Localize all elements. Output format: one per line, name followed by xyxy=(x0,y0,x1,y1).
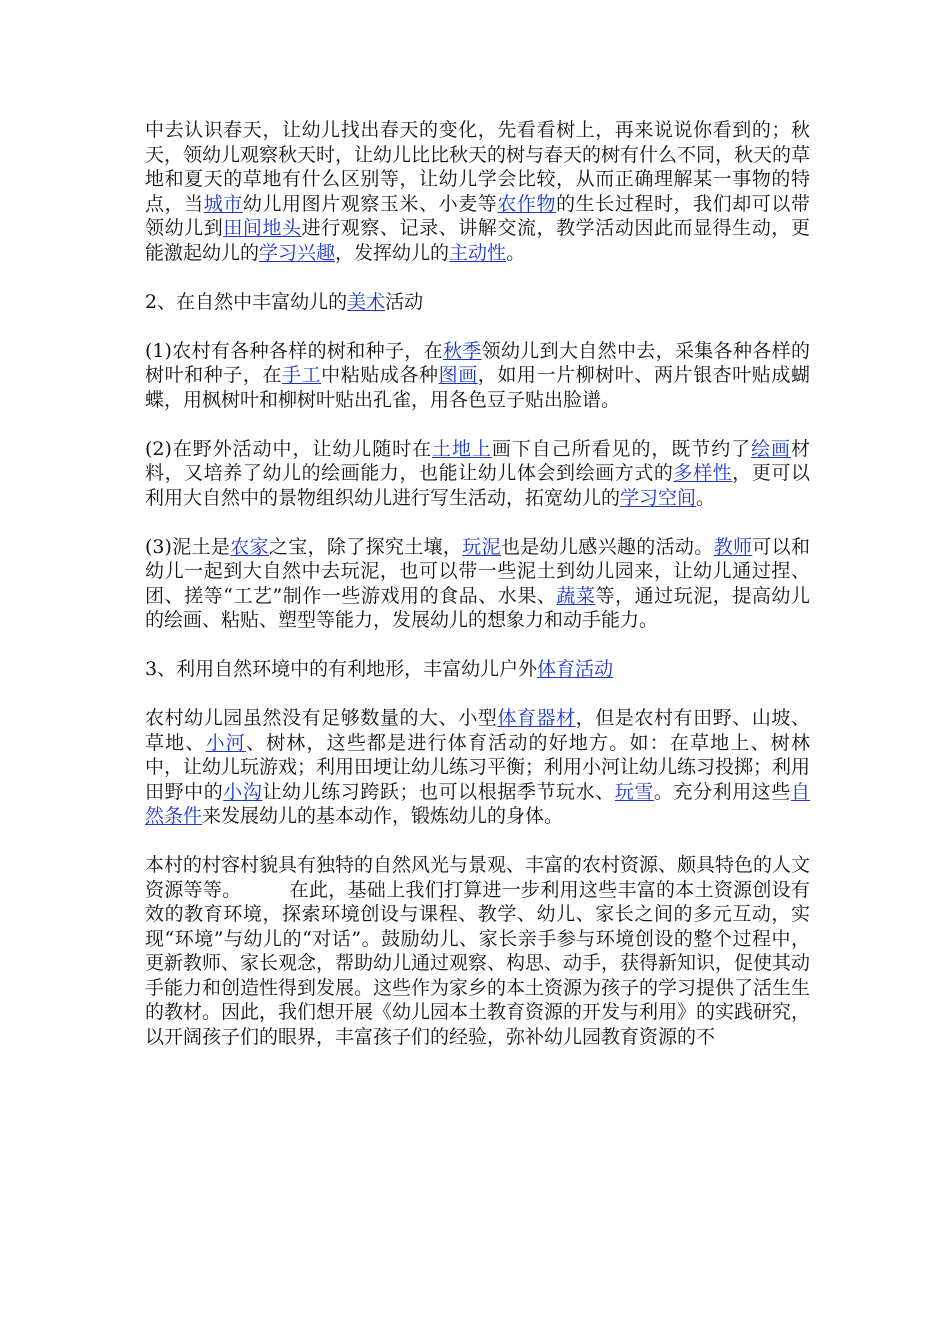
paragraph-text: 在此，基础上我们打算进一步利用这些丰富的本土资源创设有效的教育环境，探索环境创设与课程、教学、幼儿、家长之间的多元互动，实现“环境”与幼儿的“对话”。鼓励幼儿、家长亲手参与环境创设的整个过程中，更新教师、家长观念，帮助幼儿通过观察、构思、动手，获得新知识，促使其动手能力和创造性得到发展。这些作为家乡的本土资源为孩子的学习提供了活生生的教材。因此，我们想开展《幼儿园本土教育资源的开发与利用》的实践研究，以开阔孩子们的眼界，丰富孩子们的经验，弥补幼儿园教育资源的不 xyxy=(145,878,811,1048)
paragraph-text: 来发展幼儿的基本动作，锻炼幼儿的身体。 xyxy=(202,805,564,827)
paragraph-text: ，如用一片柳树叶、两片银杏叶贴成蝴蝶，用枫树叶和柳树叶贴出孔雀，用各色豆子贴出脸谱。 xyxy=(145,364,810,411)
paragraph-text: 材料，又培养了幼儿的绘画能力，也能让幼儿体会到绘画方式的 xyxy=(145,437,810,484)
inline-link[interactable]: 主动性 xyxy=(449,241,507,264)
paragraph-text: ，发挥幼儿的 xyxy=(335,241,450,264)
inline-link[interactable]: 多样性 xyxy=(673,462,733,484)
paragraph-text: 。充分利用这些 xyxy=(653,780,791,803)
inline-link[interactable]: 玩泥 xyxy=(462,535,501,558)
paragraph-text: 也是幼儿感兴趣的活动。 xyxy=(500,535,714,558)
paragraph-text: ，但是农村有田野、山坡、草地、 xyxy=(145,707,810,754)
paragraph-text: 让幼儿练习跨跃；也可以根据季节玩水、 xyxy=(262,780,615,803)
paragraph xyxy=(145,290,810,315)
paragraph-text: (1)农村有各种各样的树和种子，在 xyxy=(145,339,443,362)
paragraph xyxy=(145,657,810,682)
inline-link[interactable]: 学习空间 xyxy=(620,486,697,509)
paragraph-text: 、树林，这些都是进行体育活动的好地方。如：在草地上、树林中，让幼儿玩游戏；利用田埂让幼儿练习平衡；利用小河让幼儿练习投掷；利用田野中的 xyxy=(145,731,811,803)
inline-link[interactable]: 绘画 xyxy=(751,437,791,460)
inline-link[interactable]: 农作物 xyxy=(497,192,557,215)
inline-link[interactable]: 手工 xyxy=(282,364,322,386)
paragraph-text: 本村的村容村貌具有独特的自然风光与景观、丰富的农村资源、颇具特色的人文资源等等。 xyxy=(145,854,811,901)
inline-link[interactable]: 小河 xyxy=(205,731,246,754)
paragraph-text: 的生长过程时，我们却可以带领幼儿到 xyxy=(145,192,810,239)
inline-link[interactable]: 玩雪 xyxy=(614,780,654,803)
paragraph-text: 等，通过玩泥，提高幼儿的绘画、粘贴、塑型等能力，发展幼儿的想象力和动手能力。 xyxy=(145,584,810,631)
paragraph-text: 领幼儿到大自然中去，采集各种各样的树叶和种子，在 xyxy=(145,339,810,386)
paragraph-text: (3)泥土是 xyxy=(145,535,231,558)
paragraph xyxy=(145,339,810,413)
paragraph-text: 2、在自然中丰富幼儿的 xyxy=(145,290,348,313)
inline-link[interactable]: 农家 xyxy=(230,535,269,558)
paragraph-text: (2)在野外活动中，让幼儿随时在 xyxy=(145,437,433,460)
document-page xyxy=(145,118,810,1049)
inline-link[interactable]: 体育活动 xyxy=(537,658,614,680)
inline-link[interactable]: 城市 xyxy=(203,192,243,215)
inline-link[interactable]: 美术 xyxy=(347,290,386,313)
inline-link[interactable]: 教师 xyxy=(713,535,753,558)
inline-link[interactable]: 体育器材 xyxy=(497,707,576,729)
paragraph-text: 。 xyxy=(506,241,526,264)
paragraph xyxy=(145,853,810,1049)
paragraph-text: 之宝，除了探究土壤， xyxy=(268,535,463,558)
paragraph-text: ，更可以利用大自然中的景物组织幼儿进行写生活动，拓宽幼儿的 xyxy=(145,462,810,509)
inline-link[interactable]: 土地上 xyxy=(432,437,492,460)
paragraph-text: 可以和幼儿一起到大自然中去玩泥，也可以带一些泥土到幼儿园来，让幼儿通过捏、团、搓等“工艺”制作一些游戏用的食品、水果、 xyxy=(145,535,810,607)
paragraph xyxy=(145,706,810,829)
paragraph-text: 3、利用自然环境中的有利地形，丰富幼儿户外 xyxy=(145,658,538,680)
inline-link[interactable]: 蔬菜 xyxy=(556,584,596,607)
paragraph xyxy=(145,535,810,633)
inline-link[interactable]: 图画 xyxy=(438,364,478,386)
paragraph-text: 农村幼儿园虽然没有足够数量的大、小型 xyxy=(145,707,498,729)
paragraph xyxy=(145,437,810,511)
paragraph-text: 幼儿用图片观察玉米、小麦等 xyxy=(242,192,498,215)
paragraph-text: 。 xyxy=(696,486,716,509)
inline-link[interactable]: 秋季 xyxy=(442,339,482,362)
paragraph-text: 画下自己所看见的，既节约了 xyxy=(491,437,752,460)
inline-link[interactable]: 学习兴趣 xyxy=(259,241,336,264)
inline-link[interactable]: 田间地头 xyxy=(223,217,302,239)
paragraph-text: 活动 xyxy=(385,290,424,313)
inline-link[interactable]: 自然条件 xyxy=(145,780,810,827)
paragraph-text: 中粘贴成各种 xyxy=(321,364,439,386)
paragraph-text: 进行观察、记录、讲解交流，教学活动因此而显得生动，更能激起幼儿的 xyxy=(145,217,810,264)
paragraph xyxy=(145,118,810,265)
inline-link[interactable]: 小沟 xyxy=(223,780,263,803)
paragraph-text: 中去认识春天，让幼儿找出春天的变化，先看看树上，再来说说你看到的；秋天，领幼儿观察秋天时，让幼儿比比秋天的树与春天的树有什么不同，秋天的草地和夏天的草地有什么区别等，让幼儿学会比较，从而正确理解某一事物的特点，当 xyxy=(145,119,811,215)
